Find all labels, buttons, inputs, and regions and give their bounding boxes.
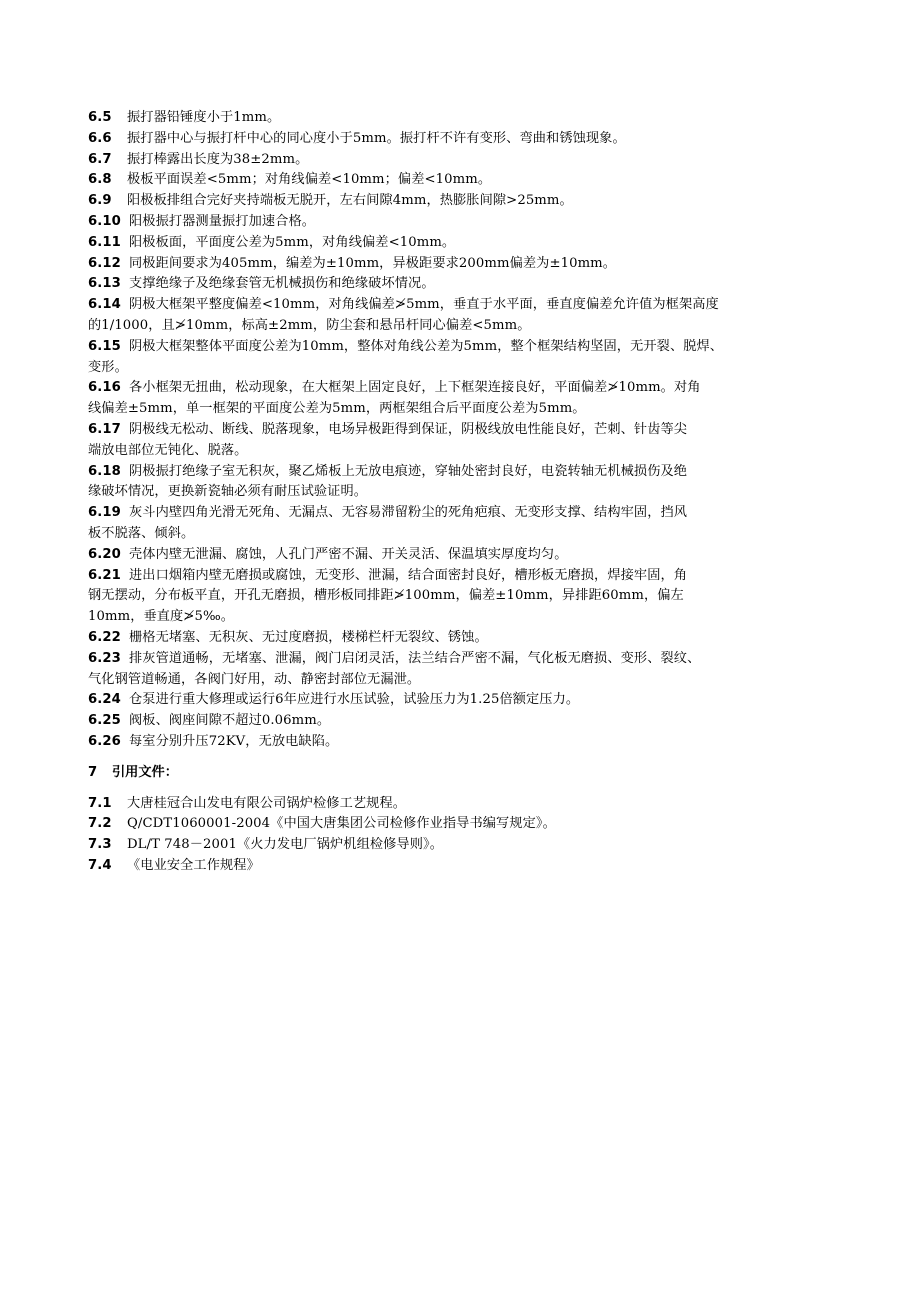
- reference-number: 7.2: [88, 816, 112, 832]
- section-title: 引用文件：: [112, 764, 178, 780]
- clause-item: [88, 191, 834, 212]
- clause-text: 阳极板排组合完好夹持端板无脱开，左右间隙4mm，热膨胀间隙>25mm。: [127, 193, 573, 209]
- clause-item: [88, 503, 834, 545]
- reference-item: [88, 835, 834, 856]
- clause-line: [88, 649, 834, 670]
- clause-line: [88, 295, 834, 316]
- clause-continuation: [88, 316, 834, 337]
- requirements-list: [88, 108, 834, 753]
- clause-text: 10mm，垂直度≯5‰。: [88, 609, 235, 625]
- clause-line: [88, 420, 834, 441]
- clause-text: 壳体内壁无泄漏、腐蚀，人孔门严密不漏、开关灵活、保温填实厚度均匀。: [129, 546, 568, 562]
- clause-item: [88, 150, 834, 171]
- clause-number: 6.13: [88, 276, 121, 292]
- clause-line: [88, 108, 834, 129]
- clause-number: 6.24: [88, 692, 121, 708]
- clause-text: 端放电部位无钝化、脱落。: [88, 442, 248, 458]
- section-number: 7: [88, 764, 98, 780]
- clause-continuation: [88, 670, 834, 691]
- clause-item: [88, 108, 834, 129]
- clause-number: 6.6: [88, 130, 112, 146]
- clause-text: 极板平面误差<5mm；对角线偏差<10mm；偏差<10mm。: [127, 172, 492, 188]
- clause-text: 支撑绝缘子及绝缘套管无机械损伤和绝缘破坏情况。: [129, 276, 435, 292]
- reference-text: DL/T 748－2001《火力发电厂锅炉机组检修导则》。: [127, 837, 443, 853]
- clause-text: 栅格无堵塞、无积灰、无过度磨损，楼梯栏杆无裂纹、锈蚀。: [129, 629, 488, 645]
- clause-text: 阳极振打器测量振打加速合格。: [129, 213, 316, 229]
- clause-text: 阴极振打绝缘子室无积灰，聚乙烯板上无放电痕迹，穿轴处密封良好，电瓷转轴无机械损伤及绝: [129, 463, 688, 479]
- clause-text: 的1/1000，且≯10mm，标高±2mm，防尘套和悬吊杆同心偏差<5mm。: [88, 317, 531, 333]
- clause-item: [88, 129, 834, 150]
- clause-continuation: [88, 482, 834, 503]
- reference-list: [88, 794, 834, 877]
- clause-line: [88, 566, 834, 587]
- clause-text: 气化钢管道畅通，各阀门好用，动、静密封部位无漏泄。: [88, 671, 421, 687]
- clause-text: 进出口烟箱内壁无磨损或腐蚀，无变形、泄漏，结合面密封良好，槽形板无磨损，焊接牢固，角: [129, 567, 688, 583]
- clause-line: [88, 690, 834, 711]
- clause-text: 阴极大框架平整度偏差<10mm，对角线偏差≯5mm，垂直于水平面，垂直度偏差允许值为框架高度: [129, 297, 719, 313]
- clause-line: [88, 191, 834, 212]
- clause-line: [88, 545, 834, 566]
- clause-text: 阀板、阀座间隙不超过0.06mm。: [129, 713, 331, 729]
- clause-text: 钢无摆动，分布板平直，开孔无磨损，槽形板同排距≯100mm，偏差±10mm，异排距60mm，偏左: [88, 588, 684, 604]
- clause-item: [88, 566, 834, 628]
- reference-number: 7.1: [88, 795, 112, 811]
- clause-text: 阴极大框架整体平面度公差为10mm，整体对角线公差为5mm，整个框架结构坚固，无开裂、脱焊、: [129, 338, 724, 354]
- clause-number: 6.17: [88, 421, 121, 437]
- reference-text: 《电业安全工作规程》: [127, 857, 260, 873]
- clause-text: 各小框架无扭曲，松动现象，在大框架上固定良好，上下框架连接良好，平面偏差≯10mm。对角: [129, 380, 701, 396]
- clause-item: [88, 378, 834, 420]
- clause-text: 振打器铅锤度小于1mm。: [127, 110, 281, 125]
- clause-number: 6.20: [88, 546, 121, 562]
- clause-number: 6.5: [88, 110, 112, 125]
- clause-continuation: [88, 586, 834, 607]
- clause-number: 6.23: [88, 650, 121, 666]
- clause-item: [88, 233, 834, 254]
- clause-number: 6.15: [88, 338, 121, 354]
- clause-number: 6.19: [88, 505, 121, 521]
- document-page: [88, 108, 834, 877]
- clause-number: 6.25: [88, 713, 121, 729]
- clause-number: 6.12: [88, 255, 121, 271]
- clause-line: [88, 628, 834, 649]
- clause-text: 线偏差±5mm，单一框架的平面度公差为5mm，两框架组合后平面度公差为5mm。: [88, 401, 586, 417]
- clause-continuation: [88, 399, 834, 420]
- clause-number: 6.11: [88, 234, 121, 250]
- clause-item: [88, 420, 834, 462]
- clause-text: 阳极板面，平面度公差为5mm，对角线偏差<10mm。: [129, 234, 456, 250]
- clause-text: 灰斗内壁四角光滑无死角、无漏点、无容易滞留粉尘的死角疤痕、无变形支撑、结构牢固，挡风: [129, 505, 688, 521]
- clause-text: 变形。: [88, 359, 128, 375]
- clause-item: [88, 732, 834, 753]
- clause-line: [88, 129, 834, 150]
- clause-text: 振打棒露出长度为38±2mm。: [127, 151, 309, 167]
- clause-item: [88, 649, 834, 691]
- clause-text: 缘破坏情况，更换新瓷轴必须有耐压试验证明。: [88, 484, 368, 500]
- clause-item: [88, 254, 834, 275]
- clause-text: 排灰管道通畅，无堵塞、泄漏，阀门启闭灵活，法兰结合严密不漏，气化板无磨损、变形、裂纹、: [129, 650, 701, 666]
- reference-number: 7.3: [88, 837, 112, 853]
- clause-item: [88, 628, 834, 649]
- clause-line: [88, 503, 834, 524]
- clause-continuation: [88, 607, 834, 628]
- clause-number: 6.9: [88, 193, 112, 209]
- clause-number: 6.10: [88, 213, 121, 229]
- clause-line: [88, 254, 834, 275]
- clause-text: 板不脱落、倾斜。: [88, 525, 195, 541]
- clause-line: [88, 732, 834, 753]
- clause-item: [88, 690, 834, 711]
- reference-text: Q/CDT1060001-2004《中国大唐集团公司检修作业指导书编写规定》。: [127, 816, 556, 832]
- clause-continuation: [88, 524, 834, 545]
- clause-text: 阴极线无松动、断线、脱落现象，电场异极距得到保证，阴极线放电性能良好，芒刺、针齿等尖: [129, 421, 688, 437]
- clause-line: [88, 462, 834, 483]
- section-heading: [88, 763, 834, 784]
- clause-number: 6.7: [88, 151, 112, 167]
- clause-text: 同极距间要求为405mm，编差为±10mm，异极距要求200mm偏差为±10mm。: [129, 255, 617, 271]
- clause-item: [88, 337, 834, 379]
- clause-text: 每室分别升压72KV，无放电缺陷。: [129, 733, 339, 749]
- clause-line: [88, 212, 834, 233]
- clause-line: [88, 150, 834, 171]
- clause-item: [88, 711, 834, 732]
- clause-item: [88, 295, 834, 337]
- reference-item: [88, 814, 834, 835]
- clause-continuation: [88, 441, 834, 462]
- clause-line: [88, 337, 834, 358]
- clause-number: 6.18: [88, 463, 121, 479]
- clause-line: [88, 233, 834, 254]
- clause-number: 6.21: [88, 567, 121, 583]
- reference-text: 大唐桂冠合山发电有限公司锅炉检修工艺规程。: [127, 795, 407, 811]
- clause-number: 6.26: [88, 733, 121, 749]
- clause-line: [88, 378, 834, 399]
- clause-number: 6.16: [88, 380, 121, 396]
- clause-item: [88, 274, 834, 295]
- clause-item: [88, 212, 834, 233]
- clause-item: [88, 170, 834, 191]
- reference-number: 7.4: [88, 857, 112, 873]
- clause-item: [88, 462, 834, 504]
- reference-item: [88, 794, 834, 815]
- clause-number: 6.14: [88, 297, 121, 313]
- clause-item: [88, 545, 834, 566]
- clause-line: [88, 274, 834, 295]
- clause-continuation: [88, 358, 834, 379]
- clause-number: 6.22: [88, 629, 121, 645]
- clause-line: [88, 711, 834, 732]
- clause-line: [88, 170, 834, 191]
- clause-number: 6.8: [88, 172, 112, 188]
- clause-text: 仓泵进行重大修理或运行6年应进行水压试验，试验压力为1.25倍额定压力。: [129, 692, 580, 708]
- reference-item: [88, 856, 834, 877]
- clause-text: 振打器中心与振打杆中心的同心度小于5mm。振打杆不许有变形、弯曲和锈蚀现象。: [127, 130, 626, 146]
